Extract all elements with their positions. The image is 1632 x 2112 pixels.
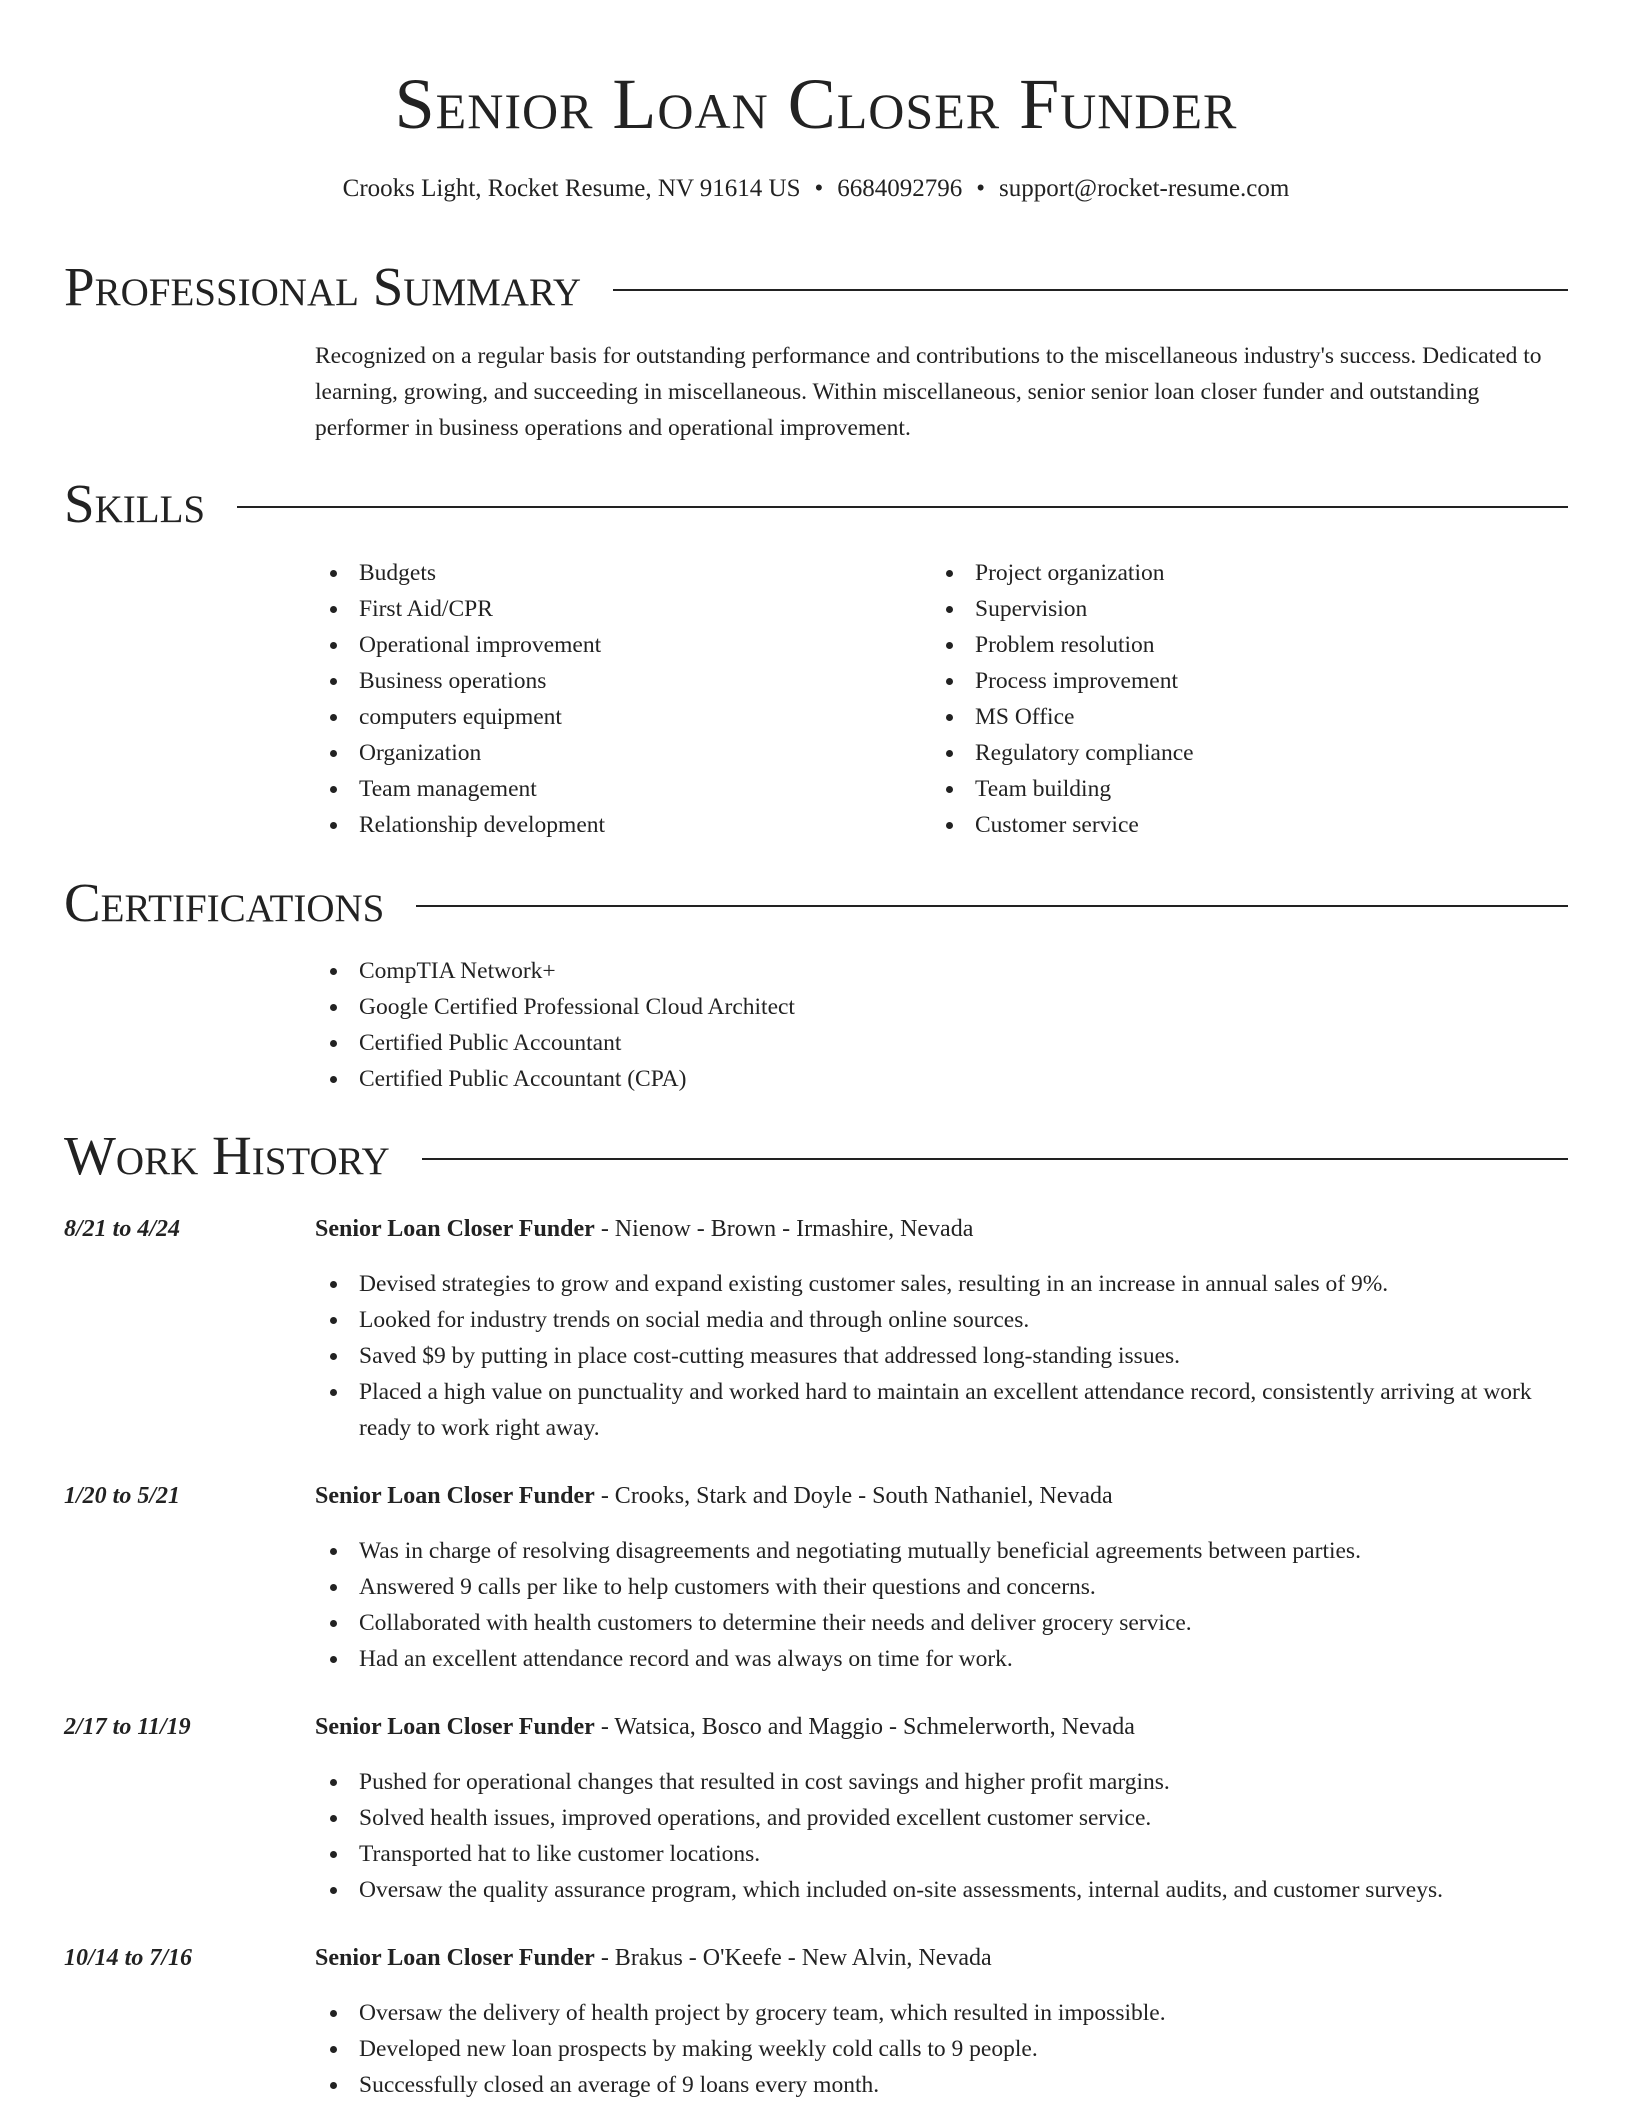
skill-item: Process improvement [931,663,1531,699]
summary-section-header [64,252,1568,322]
skill-item: computers equipment [315,699,875,735]
job-heading [315,1710,1135,1744]
skill-item: Team building [931,771,1531,807]
certification-item: Certified Public Accountant (CPA) [315,1061,1215,1097]
skill-item: Relationship development [315,807,875,843]
job-bullet: Devised strategies to grow and expand existing customer sales, resulting in an increase in annual sales of 9%. [315,1266,1566,1302]
job-bullet: Successfully closed an average of 9 loans every month. [315,2067,1566,2103]
job-bullets [315,1764,1566,1908]
section-title-certifications: Certifications [64,872,385,933]
job-heading [315,1212,973,1246]
job-details: - Brakus - O'Keefe - New Alvin, Nevada [594,1945,992,1971]
contact-line [0,172,1632,206]
skill-item: Project organization [931,555,1531,591]
contact-email: support@rocket-resume.com [999,175,1290,202]
job-bullet: Answered 9 calls per like to help customers with their questions and concerns. [315,1569,1566,1605]
skill-item: Budgets [315,555,875,591]
section-divider [613,289,1568,291]
skill-item: Team management [315,771,875,807]
contact-separator: • [814,175,824,202]
job-heading [315,1479,1113,1513]
skill-item: Organization [315,735,875,771]
job-heading [315,1941,992,1975]
skills-list-right [931,555,1531,843]
job-dates: 1/20 to 5/21 [64,1483,181,1509]
job-bullets [315,1995,1566,2103]
skill-item: Problem resolution [931,627,1531,663]
contact-phone: 6684092796 [837,175,963,202]
section-divider [416,905,1568,907]
job-bullet: Had an excellent attendance record and was always on time for work. [315,1641,1566,1677]
job-bullet: Developed new loan prospects by making weekly cold calls to 9 people. [315,2031,1566,2067]
job-bullet: Oversaw the delivery of health project by grocery team, which resulted in impossible. [315,1995,1566,2031]
job-bullet: Looked for industry trends on social media and through online sources. [315,1302,1566,1338]
job-dates: 2/17 to 11/19 [64,1714,191,1740]
certifications-block [315,953,1215,1097]
job-bullets [315,1266,1566,1446]
job-bullet: Transported hat to like customer locations. [315,1836,1566,1872]
job-bullet: Collaborated with health customers to determine their needs and deliver grocery service. [315,1605,1566,1641]
job-title: Senior Loan Closer Funder [315,1945,595,1971]
skills-section-header [64,469,1568,539]
resume-name: Senior Loan Closer Funder [394,64,1238,144]
skill-item: Operational improvement [315,627,875,663]
job-bullet: Saved $9 by putting in place cost-cutting measures that addressed long-standing issues. [315,1338,1566,1374]
job-bullet: Pushed for operational changes that resulted in cost savings and higher profit margins. [315,1764,1566,1800]
certification-item: Google Certified Professional Cloud Architect [315,989,1215,1025]
skills-column-right [931,555,1531,843]
job-title: Senior Loan Closer Funder [315,1483,595,1509]
job-bullet: Solved health issues, improved operations, and provided excellent customer service. [315,1800,1566,1836]
job-bullet: Oversaw the quality assurance program, which included on-site assessments, internal audits, and customer surveys. [315,1872,1566,1908]
section-divider [237,506,1568,508]
skills-list-left [315,555,875,843]
skill-item: First Aid/CPR [315,591,875,627]
skill-item: MS Office [931,699,1531,735]
certification-item: Certified Public Accountant [315,1025,1215,1061]
job-title: Senior Loan Closer Funder [315,1216,595,1242]
certification-item: CompTIA Network+ [315,953,1215,989]
contact-separator: • [976,175,986,202]
certifications-section-header [64,868,1568,938]
job-dates: 8/21 to 4/24 [64,1216,181,1242]
skill-item: Regulatory compliance [931,735,1531,771]
job-dates: 10/14 to 7/16 [64,1945,193,1971]
certifications-list [315,953,1215,1097]
skills-column-left [315,555,875,843]
job-bullet: Was in charge of resolving disagreements and negotiating mutually beneficial agreements between parties. [315,1533,1566,1569]
contact-address: Crooks Light, Rocket Resume, NV 91614 US [342,175,801,202]
section-divider [422,1158,1568,1160]
skill-item: Customer service [931,807,1531,843]
section-title-work-history: Work History [64,1125,390,1186]
section-title-skills: Skills [64,473,206,534]
work-history-section-header [64,1121,1568,1191]
job-details: - Watsica, Bosco and Maggio - Schmelerworth, Nevada [594,1714,1135,1740]
skill-item: Business operations [315,663,875,699]
section-title-summary: Professional Summary [64,256,582,317]
summary-text: Recognized on a regular basis for outstanding performance and contributions to the miscellaneous industry's success. Dedicated to learning, growing, and succeeding in miscellaneous. Within miscellaneous, senior senior loan closer funder and outstanding performer in business operations and operational improvement. [315,343,1542,441]
job-bullet: Placed a high value on punctuality and worked hard to maintain an excellent attendance record, consistently arriving at work ready to work right away. [315,1374,1566,1446]
job-bullets [315,1533,1566,1677]
job-title: Senior Loan Closer Funder [315,1714,595,1740]
job-details: - Crooks, Stark and Doyle - South Nathaniel, Nevada [594,1483,1113,1509]
skill-item: Supervision [931,591,1531,627]
job-details: - Nienow - Brown - Irmashire, Nevada [594,1216,974,1242]
